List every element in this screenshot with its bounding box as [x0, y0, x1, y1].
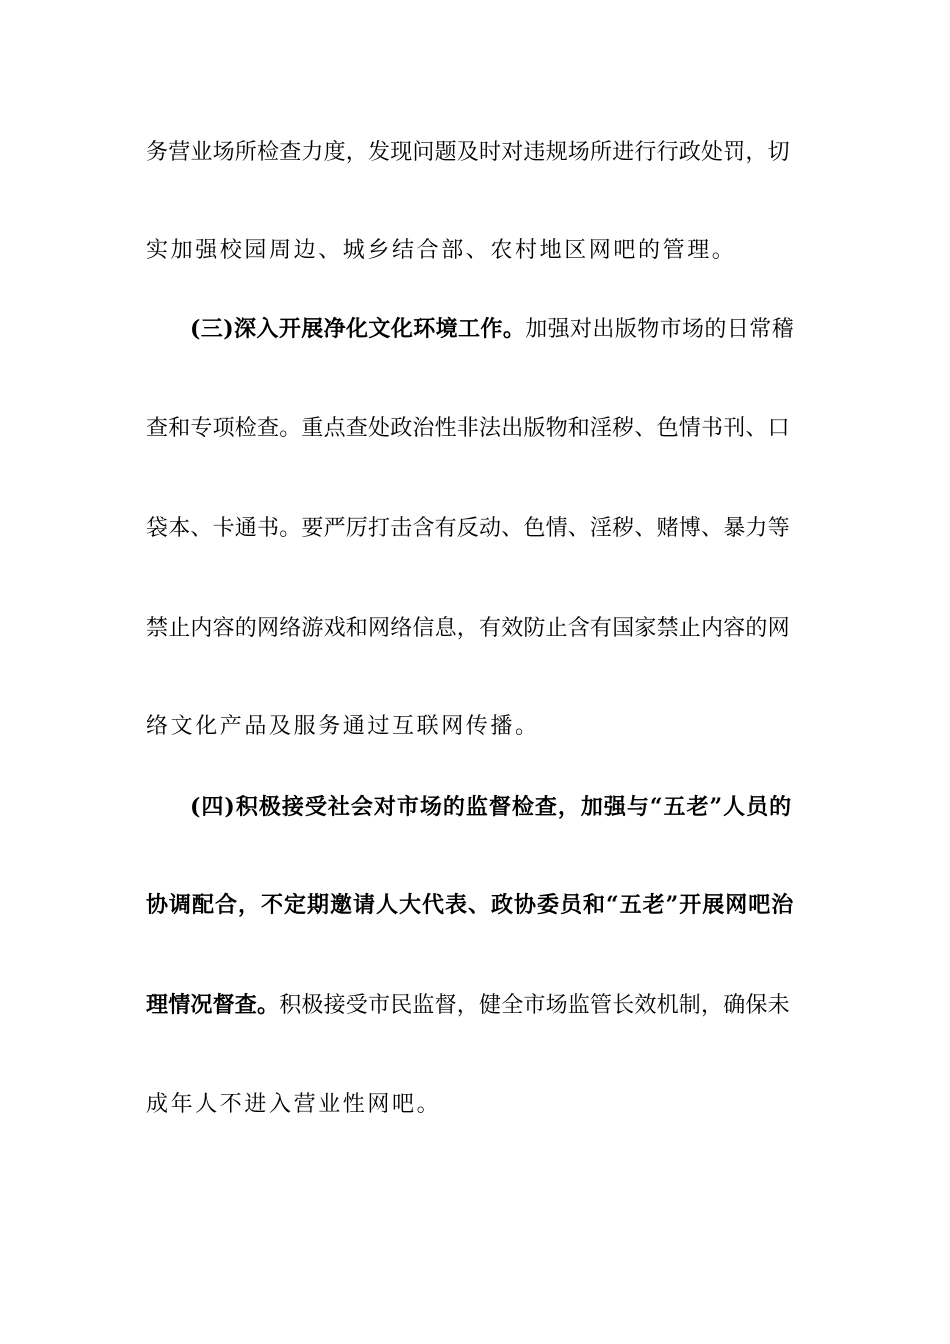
p2-line-2: 查和专项检查。重点查处政治性非法出版物和淫秽、色情书刊、口: [146, 416, 790, 441]
p2-line-1-text: 加强对出版物市场的日常稽: [525, 317, 795, 342]
p3-heading-line-2: 协调配合，不定期邀请人大代表、政协委员和“五老”开展网吧治: [146, 892, 795, 918]
p3-line-3-text: 积极接受市民监督，健全市场监管长效机制，确保未: [279, 993, 790, 1018]
p2-line-4: 禁止内容的网络游戏和网络信息，有效防止含有国家禁止内容的网: [146, 616, 790, 641]
p3-line-3: [146, 992, 794, 1019]
p1-line-1: 务营业场所检查力度，发现问题及时对违规场所进行行政处罚，切: [146, 140, 790, 165]
p2-line-5: 络文化产品及服务通过互联网传播。: [146, 714, 540, 739]
p1-line-2: 实加强校园周边、城乡结合部、农村地区网吧的管理。: [146, 238, 737, 263]
p2-heading: (三)深入开展净化文化环境工作。: [190, 316, 526, 342]
p2-line-1: [190, 316, 794, 343]
p3-heading-line-3: 理情况督查。: [146, 992, 280, 1018]
p3-line-4: 成年人不进入营业性网吧。: [146, 1092, 442, 1117]
p3-heading-line-1: (四)积极接受社会对市场的监督检查，加强与“五老”人员的: [190, 794, 793, 820]
p2-line-3: 袋本、卡通书。要严厉打击含有反动、色情、淫秽、赌博、暴力等: [146, 516, 790, 541]
